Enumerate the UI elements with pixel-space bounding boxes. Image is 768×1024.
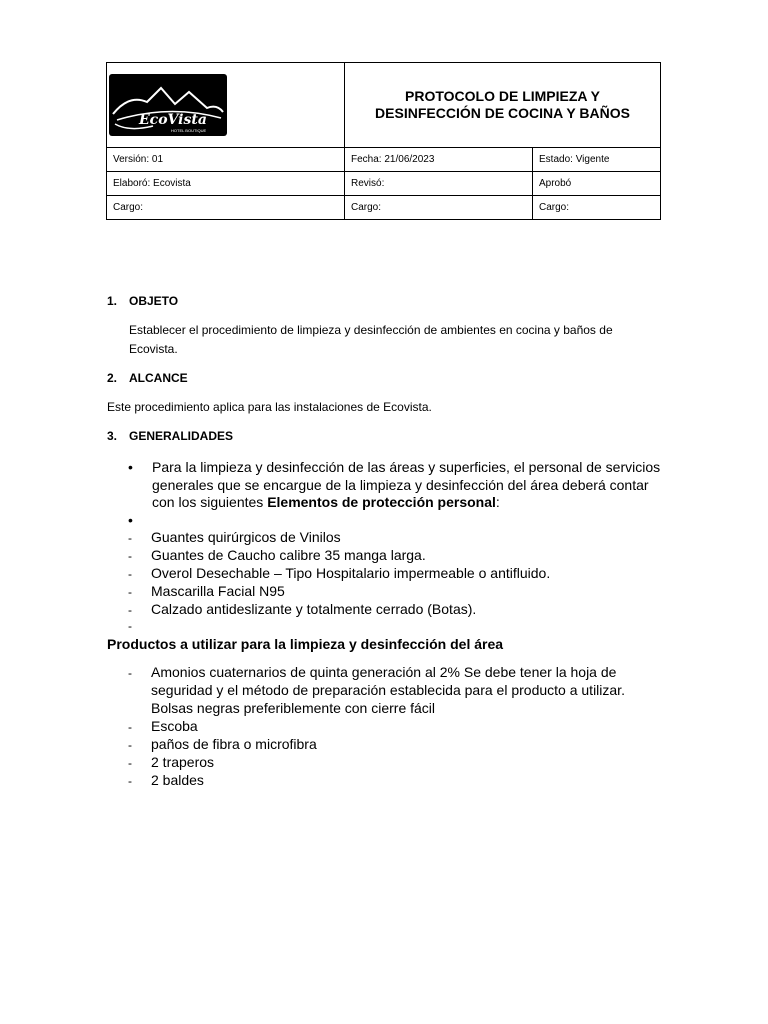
elaboro-text: Elaboró: Ecovista: [113, 178, 191, 189]
logo-text: EcoVista: [139, 112, 207, 128]
producto-item-line2: seguridad y el método de preparación establecida para el producto a utilizar.: [151, 682, 625, 698]
generalidades-line1: Para la limpieza y desinfección de las áreas y superficies, el personal de servicios: [152, 459, 661, 475]
dash-icon: -: [128, 567, 132, 581]
dash-icon: -: [128, 619, 132, 633]
section-1-number: 1.: [107, 294, 118, 308]
cargo-text: Cargo:: [113, 202, 144, 213]
aprobo-cell: [533, 172, 661, 196]
productos-heading: Productos a utilizar para la limpieza y desinfección del área: [107, 636, 504, 652]
epp-item: Guantes quirúrgicos de Vinilos: [151, 529, 341, 545]
logo-mountains-icon: [109, 74, 227, 136]
producto-item: 2 baldes: [151, 772, 204, 788]
version-text: Versión: 01: [113, 154, 164, 165]
bullet-icon: •: [128, 512, 133, 528]
ecovista-logo: [109, 74, 227, 136]
producto-item: Escoba: [151, 718, 198, 734]
dash-icon: -: [128, 720, 132, 734]
section-1-text-line1: Establecer el procedimiento de limpieza y desinfección de ambientes en cocina y baños de: [129, 323, 613, 337]
producto-item: 2 traperos: [151, 754, 215, 770]
producto-item: paños de fibra o microfibra: [151, 736, 317, 752]
producto-item-line3: Bolsas negras preferiblemente con cierre fácil: [151, 700, 436, 716]
generalidades-line2: generales que se encargue de la limpieza y desinfección del área deberá contar: [152, 477, 649, 493]
section-1-title: OBJETO: [129, 294, 179, 308]
bullet-icon: •: [128, 459, 133, 475]
logo-cell: [107, 63, 345, 148]
dash-icon: -: [128, 531, 132, 545]
epp-item: Calzado antideslizante y totalmente cerrado (Botas).: [151, 601, 477, 617]
producto-item-line1: Amonios cuaternarios de quinta generación al 2% Se debe tener la hoja de: [151, 664, 617, 680]
version-cell: [107, 148, 345, 172]
reviso-text: Revisó:: [351, 178, 385, 189]
estado-cell: [533, 148, 661, 172]
generalidades-line3-text: con los siguientes: [152, 494, 268, 510]
dash-icon: -: [128, 756, 132, 770]
section-2-title: ALCANCE: [129, 371, 188, 385]
epp-item: Overol Desechable – Tipo Hospitalario impermeable o antifluido.: [151, 565, 551, 581]
epp-item: Guantes de Caucho calibre 35 manga larga.: [151, 547, 426, 563]
header-table: [106, 62, 661, 220]
section-3-number: 3.: [107, 429, 118, 443]
estado-text: Estado: Vigente: [539, 154, 610, 165]
cargo-cell-3: [533, 196, 661, 220]
dash-icon: -: [128, 666, 132, 680]
epp-emphasis: Elementos de protección personal: [267, 494, 496, 510]
fecha-cell: [345, 148, 533, 172]
logo-subtext: HOTEL BOUTIQUE: [171, 128, 207, 133]
cargo-cell-2: [345, 196, 533, 220]
cargo-text: Cargo:: [351, 202, 382, 213]
section-2-number: 2.: [107, 371, 118, 385]
reviso-cell: [345, 172, 533, 196]
dash-icon: -: [128, 549, 132, 563]
generalidades-line3: [152, 493, 500, 511]
elaboro-cell: [107, 172, 345, 196]
cargo-text: Cargo:: [539, 202, 570, 213]
fecha-text: Fecha: 21/06/2023: [351, 154, 435, 165]
section-2-text: Este procedimiento aplica para las instalaciones de Ecovista.: [107, 400, 432, 414]
dash-icon: -: [128, 585, 132, 599]
aprobo-text: Aprobó: [539, 178, 572, 189]
cargo-cell-1: [107, 196, 345, 220]
generalidades-line3-colon: :: [495, 494, 500, 510]
dash-icon: -: [128, 603, 132, 617]
dash-icon: -: [128, 738, 132, 752]
section-1-text-line2: Ecovista.: [129, 342, 178, 356]
epp-item: Mascarilla Facial N95: [151, 583, 285, 599]
dash-icon: -: [128, 774, 132, 788]
document-title: PROTOCOLO DE LIMPIEZA Y DESINFECCIÓN DE COCINA Y BAÑOS: [345, 63, 661, 148]
section-3-title: GENERALIDADES: [129, 429, 234, 443]
